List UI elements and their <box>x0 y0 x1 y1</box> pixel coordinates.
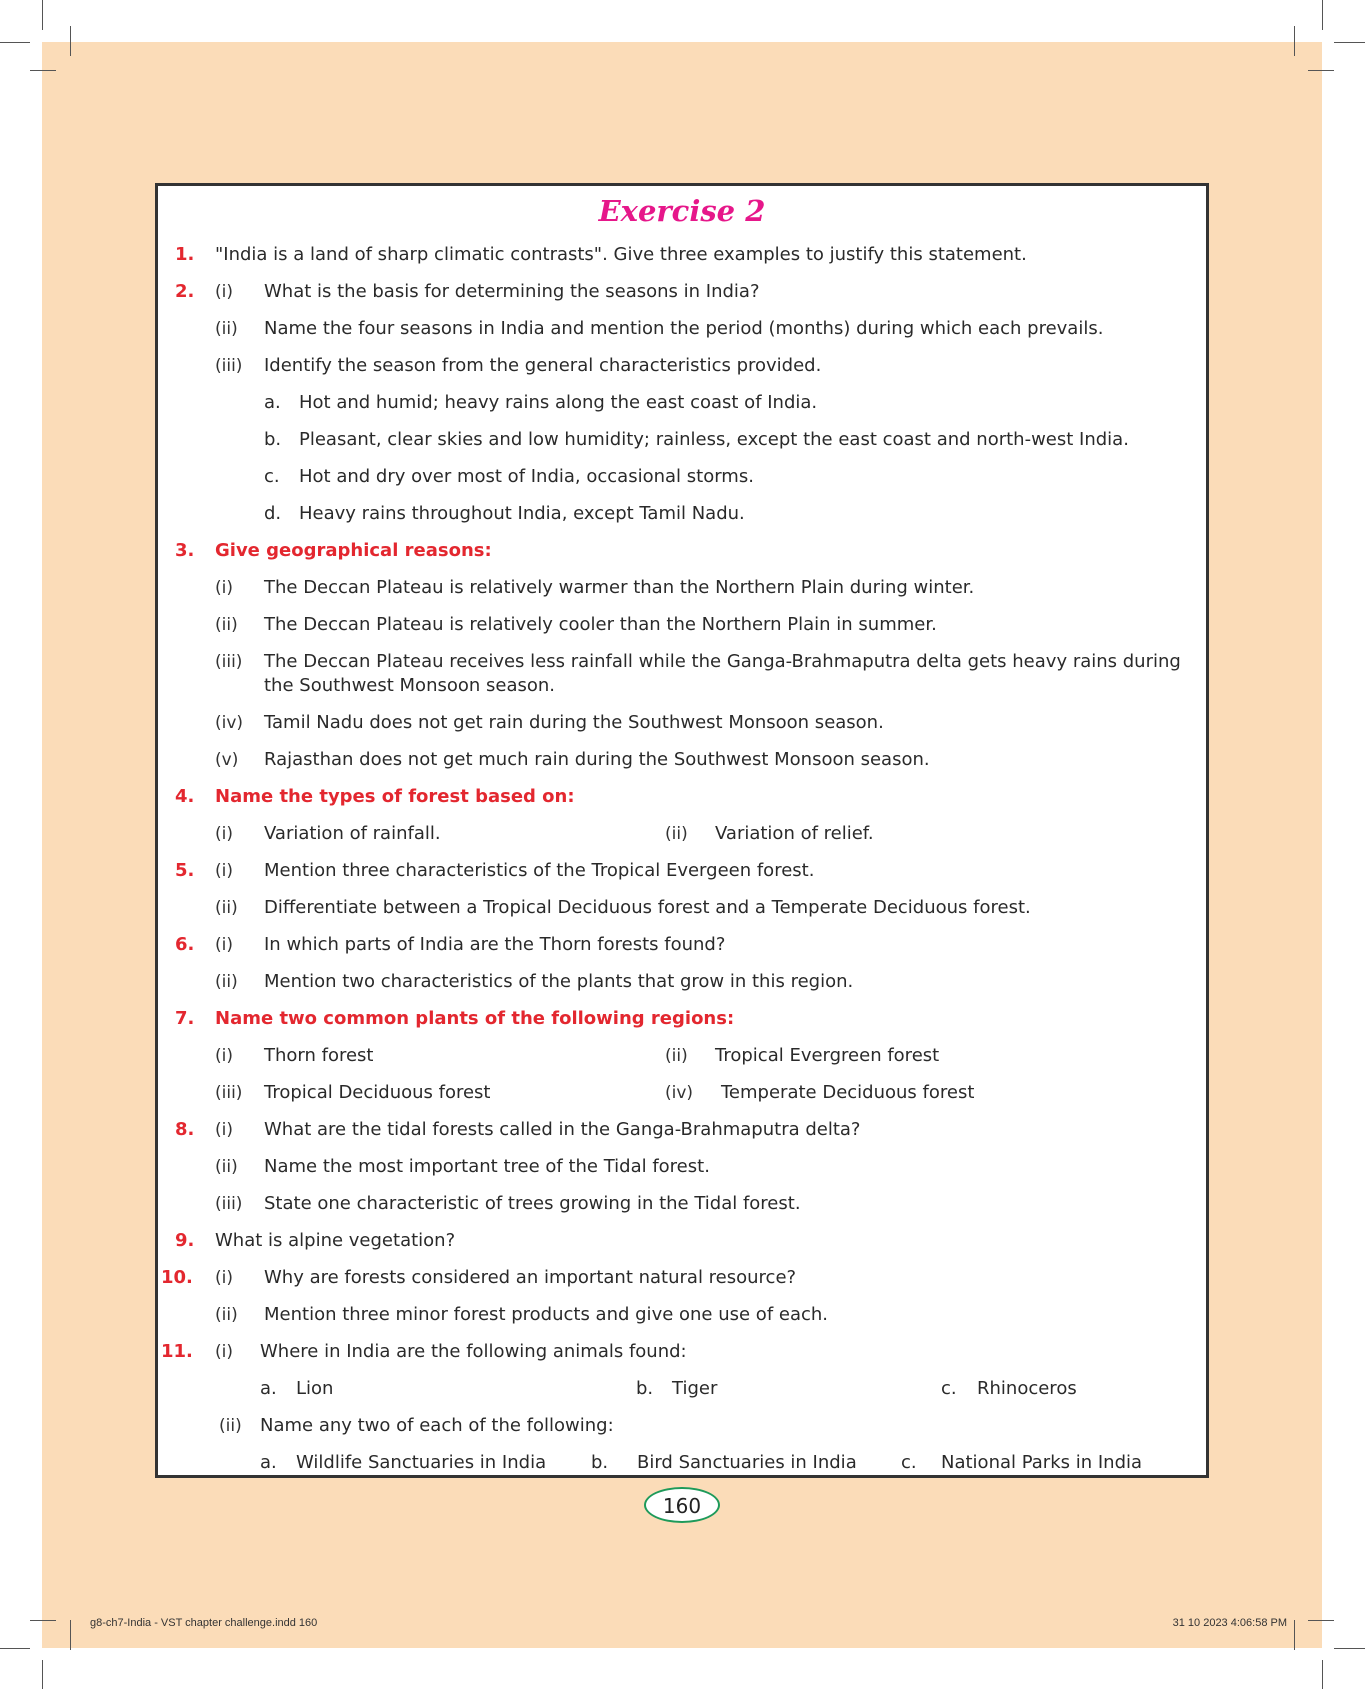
question-number: 3. <box>175 540 195 561</box>
question-text: Temperate Deciduous forest <box>721 1082 975 1103</box>
crop-mark <box>1308 70 1334 71</box>
option-label: c. <box>901 1452 917 1473</box>
question-text: the Southwest Monsoon season. <box>264 675 556 696</box>
option-label: c. <box>264 466 280 487</box>
option-label: b. <box>591 1452 609 1473</box>
crop-mark <box>70 26 71 56</box>
option-text: Rhinoceros <box>977 1378 1077 1399</box>
option-label: b. <box>636 1378 654 1399</box>
option-text: Tiger <box>672 1378 718 1399</box>
crop-mark <box>0 1648 30 1649</box>
question-number: 11. <box>161 1341 193 1362</box>
sub-label: (ii) <box>665 824 688 844</box>
footer-file: g8-ch7-India - VST chapter challenge.indd 160 <box>90 1617 318 1629</box>
question-heading: Name two common plants of the following regions: <box>215 1008 735 1029</box>
crop-mark <box>0 42 30 43</box>
crop-mark <box>1334 42 1365 43</box>
question-text: Where in India are the following animals found: <box>260 1341 687 1362</box>
question-text: State one characteristic of trees growing in the Tidal forest. <box>264 1193 801 1214</box>
option-label: a. <box>260 1452 277 1473</box>
question-text: Name the most important tree of the Tidal forest. <box>264 1156 710 1177</box>
sub-label: (ii) <box>215 1157 238 1177</box>
option-label: d. <box>264 503 282 524</box>
question-heading: Name the types of forest based on: <box>215 786 575 807</box>
crop-mark <box>42 1660 43 1689</box>
exercise-title: Exercise 2 <box>598 194 766 228</box>
sub-label: (ii) <box>215 972 238 992</box>
question-text: Differentiate between a Tropical Deciduous forest and a Temperate Deciduous forest. <box>264 897 1031 918</box>
question-number: 7. <box>175 1008 195 1029</box>
sub-label: (i) <box>215 1342 233 1362</box>
sub-label: (iii) <box>215 356 243 376</box>
page-number: 160 <box>644 1487 720 1523</box>
question-heading: Give geographical reasons: <box>215 540 492 561</box>
sub-label: (iii) <box>215 652 243 672</box>
sub-label: (iv) <box>215 713 244 733</box>
question-text: Name the four seasons in India and mention the period (months) during which each prevails. <box>264 318 1104 339</box>
question-text: Tropical Deciduous forest <box>264 1082 491 1103</box>
question-text: Mention three minor forest products and give one use of each. <box>264 1304 829 1325</box>
question-text: Mention three characteristics of the Tropical Evergeen forest. <box>264 860 815 881</box>
question-text: Thorn forest <box>264 1045 374 1066</box>
question-number: 1. <box>175 244 195 265</box>
crop-mark <box>1322 1660 1323 1689</box>
option-text: Heavy rains throughout India, except Tamil Nadu. <box>299 503 745 524</box>
exercise-box <box>155 183 1209 1478</box>
option-label: c. <box>941 1378 957 1399</box>
question-text: "India is a land of sharp climatic contrasts". Give three examples to justify this statement. <box>215 244 1027 265</box>
sub-label: (i) <box>215 282 233 302</box>
crop-mark <box>30 1620 56 1621</box>
option-text: Wildlife Sanctuaries in India <box>296 1452 547 1473</box>
sub-label: (i) <box>215 861 233 881</box>
crop-mark <box>70 1620 71 1650</box>
sub-label: (ii) <box>215 1305 238 1325</box>
sub-label: (i) <box>215 1268 233 1288</box>
question-text: Tropical Evergreen forest <box>715 1045 940 1066</box>
crop-mark <box>1294 26 1295 56</box>
question-text: Mention two characteristics of the plants that grow in this region. <box>264 971 854 992</box>
question-text: Name any two of each of the following: <box>260 1415 614 1436</box>
sub-label: (i) <box>215 578 233 598</box>
crop-mark <box>42 0 43 30</box>
sub-label: (ii) <box>215 319 238 339</box>
sub-label: (ii) <box>215 898 238 918</box>
crop-mark <box>1294 1620 1295 1650</box>
option-text: Hot and dry over most of India, occasional storms. <box>299 466 754 487</box>
option-text: National Parks in India <box>941 1452 1143 1473</box>
sub-label: (iii) <box>215 1194 243 1214</box>
option-text: Hot and humid; heavy rains along the east coast of India. <box>299 392 818 413</box>
question-text: Tamil Nadu does not get rain during the Southwest Monsoon season. <box>264 712 884 733</box>
sub-label: (ii) <box>665 1046 688 1066</box>
question-text: Why are forests considered an important natural resource? <box>264 1267 797 1288</box>
crop-mark <box>1334 1648 1365 1649</box>
question-text: What are the tidal forests called in the Ganga-Brahmaputra delta? <box>264 1119 861 1140</box>
question-number: 4. <box>175 786 195 807</box>
sub-label: (ii) <box>219 1416 242 1436</box>
question-text: Variation of relief. <box>715 823 874 844</box>
option-label: a. <box>264 392 281 413</box>
option-text: Bird Sanctuaries in India <box>637 1452 857 1473</box>
question-text: In which parts of India are the Thorn forests found? <box>264 934 726 955</box>
sub-label: (v) <box>215 750 239 770</box>
question-number: 8. <box>175 1119 195 1140</box>
sub-label: (ii) <box>215 615 238 635</box>
question-number: 9. <box>175 1230 195 1251</box>
option-label: a. <box>260 1378 277 1399</box>
sub-label: (iii) <box>215 1083 243 1103</box>
option-text: Pleasant, clear skies and low humidity; rainless, except the east coast and north-west India. <box>299 429 1129 450</box>
question-number: 2. <box>175 281 195 302</box>
question-text: The Deccan Plateau receives less rainfall while the Ganga-Brahmaputra delta gets heavy rains during <box>264 651 1181 672</box>
crop-mark <box>30 70 56 71</box>
option-label: b. <box>264 429 282 450</box>
question-number: 6. <box>175 934 195 955</box>
sub-label: (i) <box>215 1120 233 1140</box>
sub-label: (i) <box>215 1046 233 1066</box>
question-number: 5. <box>175 860 195 881</box>
question-text: The Deccan Plateau is relatively cooler than the Northern Plain in summer. <box>264 614 937 635</box>
question-text: Variation of rainfall. <box>264 823 441 844</box>
sub-label: (i) <box>215 824 233 844</box>
question-text: Identify the season from the general characteristics provided. <box>264 355 822 376</box>
question-text: The Deccan Plateau is relatively warmer than the Northern Plain during winter. <box>264 577 975 598</box>
option-text: Lion <box>296 1378 334 1399</box>
crop-mark <box>1322 0 1323 30</box>
footer-date: 31 10 2023 4:06:58 PM <box>1172 1617 1287 1629</box>
sub-label: (i) <box>215 935 233 955</box>
crop-mark <box>1308 1620 1334 1621</box>
question-text: What is alpine vegetation? <box>215 1230 456 1251</box>
sub-label: (iv) <box>665 1083 694 1103</box>
question-text: What is the basis for determining the seasons in India? <box>264 281 760 302</box>
question-text: Rajasthan does not get much rain during the Southwest Monsoon season. <box>264 749 930 770</box>
question-number: 10. <box>161 1267 193 1288</box>
